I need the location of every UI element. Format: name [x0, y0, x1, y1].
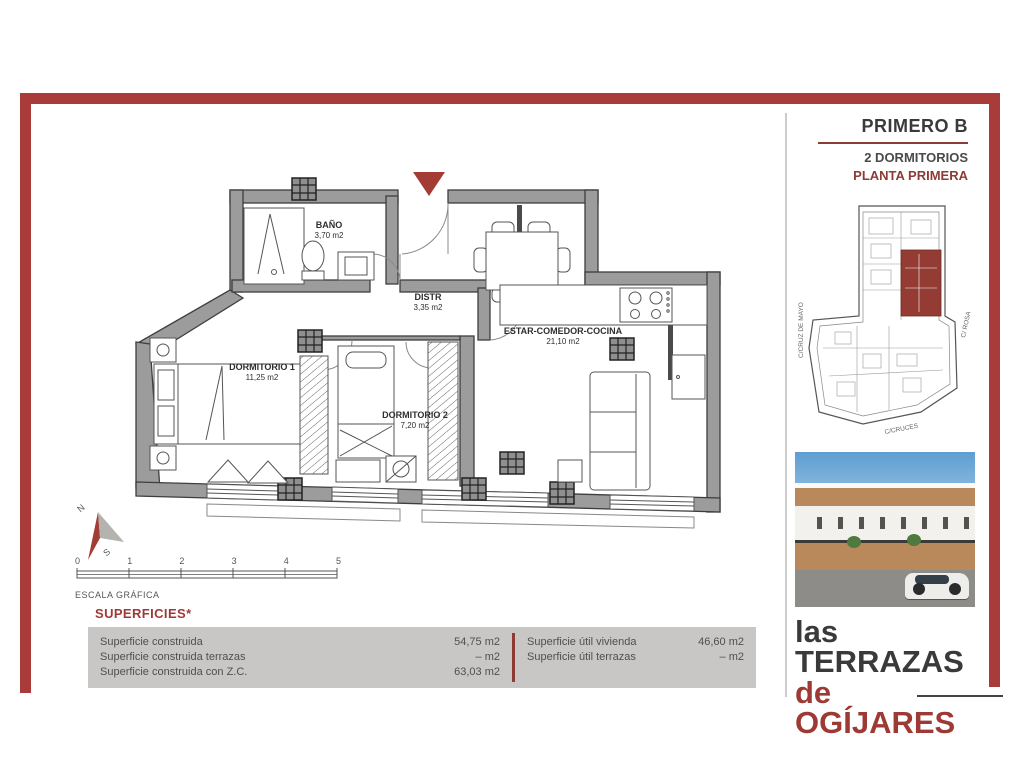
page-frame-left	[20, 93, 31, 693]
photo-bush	[907, 534, 921, 546]
table-row	[100, 635, 500, 650]
photo-car-wheel	[949, 583, 961, 595]
scale-ticks	[75, 556, 341, 568]
row-label: Superficie construida con Z.C.	[100, 666, 248, 678]
highlighted-unit	[901, 250, 941, 316]
building-photo	[795, 452, 975, 607]
row-value: – m2	[475, 651, 500, 663]
room-label-distr: DISTR	[414, 292, 442, 302]
row-value: 63,03 m2	[454, 666, 500, 678]
scale-tick: 1	[127, 556, 133, 566]
room-area-estar: 21,10 m2	[546, 337, 580, 346]
scale-bar-rule	[75, 568, 341, 582]
room-label-bano: BAÑO	[315, 220, 343, 230]
scale-tick: 4	[283, 556, 289, 566]
photo-car	[905, 573, 969, 599]
compass-south-label: S	[101, 546, 113, 559]
room-label-dorm1: DORMITORIO 1	[229, 362, 295, 372]
scale-tick: 3	[231, 556, 237, 566]
photo-brick-band-top	[795, 488, 975, 507]
row-value: – m2	[719, 651, 744, 663]
panel-divider	[785, 113, 787, 697]
street-label-left: C/CRUZ DE MAYO	[798, 302, 805, 358]
surfaces-right-column	[515, 627, 756, 688]
row-label: Superficie útil terrazas	[527, 651, 636, 663]
scale-tick: 0	[75, 556, 81, 566]
street-label-bottom: C/CRUCES	[884, 422, 919, 436]
room-area-distr: 3,35 m2	[413, 303, 443, 312]
bedrooms-subtitle: 2 DORMITORIOS	[864, 150, 968, 165]
surfaces-left-column	[88, 627, 512, 688]
room-area-bano: 3,70 m2	[314, 231, 344, 240]
brand-logo-line2: de OGÍJARES	[795, 674, 956, 741]
floor-subtitle: PLANTA PRIMERA	[853, 168, 968, 183]
scale-bar-label: ESCALA GRÁFICA	[75, 590, 160, 600]
brand-logo	[795, 614, 990, 741]
room-label-dorm2: DORMITORIO 2	[382, 410, 448, 420]
page-title: PRIMERO B	[861, 116, 968, 136]
page-frame-top	[20, 93, 1000, 104]
room-label-estar: ESTAR-COMEDOR-COCINA	[503, 326, 623, 336]
row-value: 54,75 m2	[454, 636, 500, 648]
table-row	[100, 665, 500, 680]
surfaces-table	[88, 627, 756, 688]
table-row	[527, 635, 744, 650]
scale-tick: 2	[179, 556, 185, 566]
site-plan	[793, 198, 993, 443]
compass-needle-gray	[98, 512, 124, 542]
floor-plan	[70, 160, 770, 530]
scale-tick: 5	[335, 556, 341, 566]
brand-logo-line1: las TERRAZAS	[795, 614, 964, 680]
title-underline	[818, 142, 968, 144]
compass-north-label: N	[75, 502, 87, 515]
logo-underline	[917, 695, 1003, 697]
table-row	[527, 650, 744, 665]
surfaces-title: SUPERFICIES*	[95, 606, 192, 621]
row-label: Superficie construida terrazas	[100, 651, 246, 663]
row-label: Superficie construida	[100, 636, 203, 648]
room-area-dorm1: 11,25 m2	[245, 373, 279, 382]
room-area-dorm2: 7,20 m2	[400, 421, 430, 430]
street-label-right: C/ ROSA	[960, 310, 973, 339]
row-label: Superficie útil vivienda	[527, 636, 637, 648]
row-value: 46,60 m2	[698, 636, 744, 648]
photo-windows-strip	[801, 517, 969, 529]
table-row	[100, 650, 500, 665]
bathroom-fixtures	[244, 208, 374, 284]
photo-car-wheel	[913, 583, 925, 595]
bedroom1-furniture	[150, 338, 300, 483]
photo-bush	[847, 536, 861, 548]
photo-brick-band-bottom	[795, 543, 975, 569]
scale-bar	[75, 556, 341, 600]
entrance-arrow-icon	[413, 172, 445, 196]
sofa	[558, 372, 650, 490]
compass-needle-red	[88, 512, 100, 560]
